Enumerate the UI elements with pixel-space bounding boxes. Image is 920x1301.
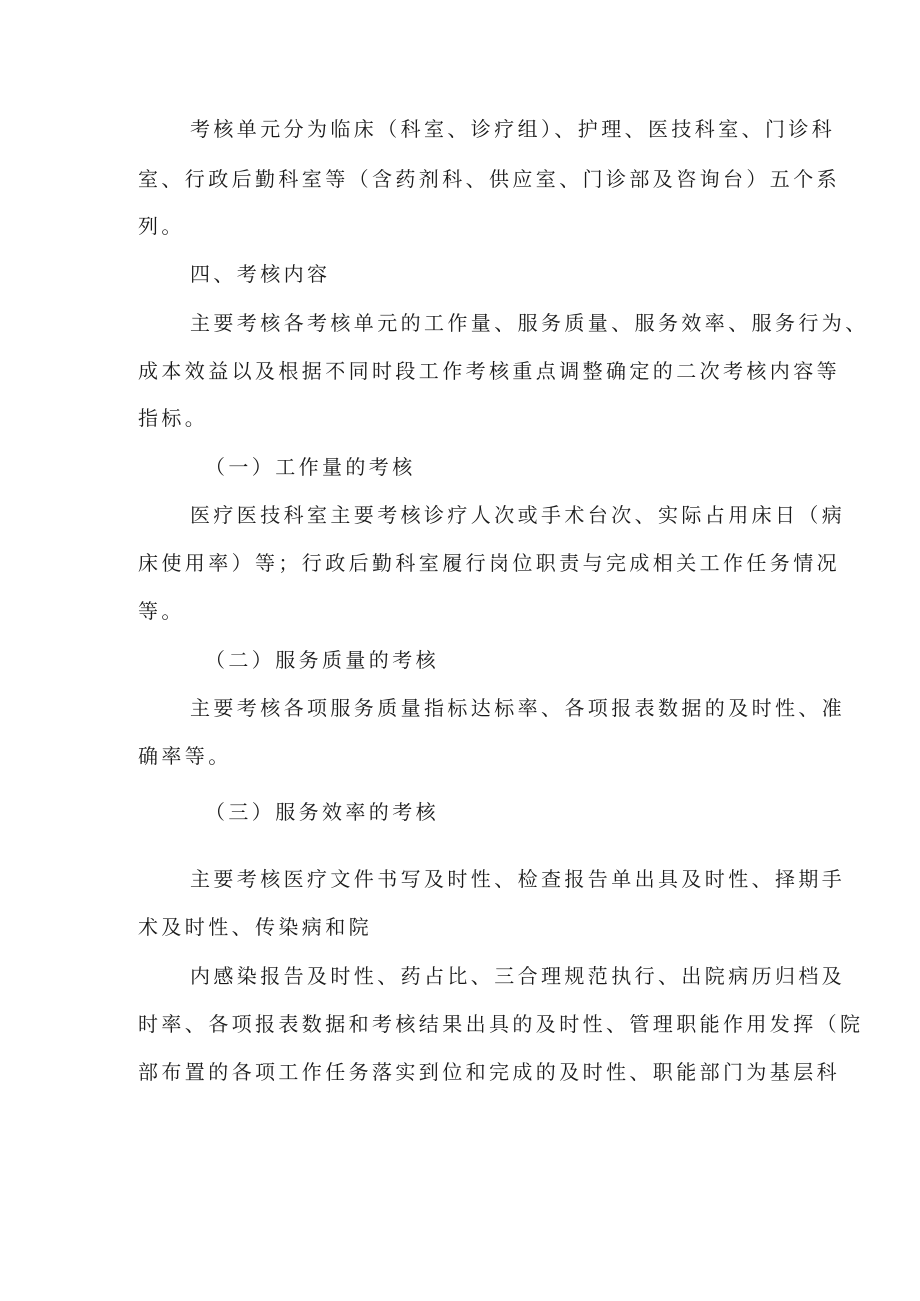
subsection-heading: （一）工作量的考核 bbox=[205, 455, 416, 479]
paragraph-line: 确率等。 bbox=[138, 744, 232, 768]
paragraph-line: 床使用率）等；行政后勤科室履行岗位职责与完成相关工作任务情况 bbox=[138, 551, 840, 575]
paragraph-line: 术及时性、传染病和院 bbox=[138, 915, 372, 939]
paragraph-line: 医疗医技科室主要考核诊疗人次或手术台次、实际占用床日（病 bbox=[190, 503, 846, 527]
paragraph-line: 指标。 bbox=[138, 406, 209, 430]
paragraph-line: 时率、各项报表数据和考核结果出具的及时性、管理职能作用发挥（院 bbox=[138, 1012, 864, 1036]
paragraph-line: 成本效益以及根据不同时段工作考核重点调整确定的二次考核内容等 bbox=[138, 359, 840, 383]
paragraph-line: 等。 bbox=[138, 599, 185, 623]
subsection-heading: （三）服务效率的考核 bbox=[205, 800, 439, 824]
paragraph-line: 主要考核各考核单元的工作量、服务质量、服务效率、服务行为、 bbox=[190, 311, 869, 335]
paragraph-line: 内感染报告及时性、药占比、三合理规范执行、出院病历归档及 bbox=[190, 964, 846, 988]
paragraph-line: 部布置的各项工作任务落实到位和完成的及时性、职能部门为基层科 bbox=[138, 1060, 840, 1084]
paragraph-line: 主要考核医疗文件书写及时性、检查报告单出具及时性、择期手 bbox=[190, 867, 846, 891]
paragraph-line: 主要考核各项服务质量指标达标率、各项报表数据的及时性、准 bbox=[190, 696, 846, 720]
section-heading: 四、考核内容 bbox=[190, 262, 331, 286]
paragraph-line: 考核单元分为临床（科室、诊疗组）、护理、医技科室、门诊科 bbox=[190, 117, 836, 141]
paragraph-line: 列。 bbox=[138, 214, 185, 238]
subsection-heading: （二）服务质量的考核 bbox=[205, 648, 439, 672]
paragraph-line: 室、行政后勤科室等（含药剂科、供应室、门诊部及咨询台）五个系 bbox=[138, 167, 840, 191]
